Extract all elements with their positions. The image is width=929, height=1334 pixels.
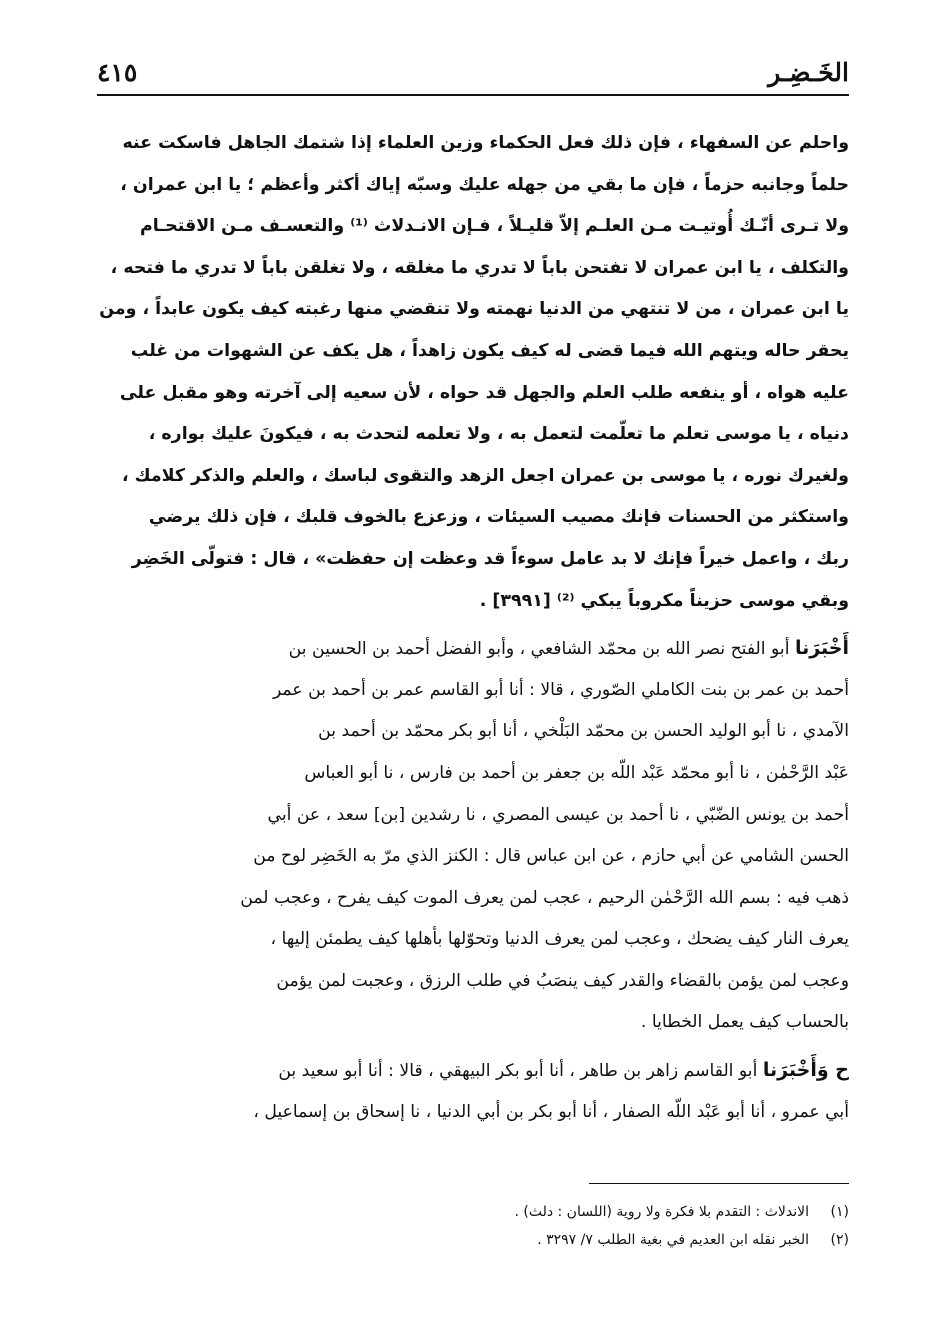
footnote-number: (٢): [830, 1232, 849, 1248]
line-text: أبو القاسم زاهر بن طاهر ، أنا أبو بكر البيهقي ، قالا : أنا أبو سعيد بن: [278, 1061, 763, 1082]
isnad-keyword: ح وَأَخْبَرَنا: [762, 1059, 849, 1082]
text-line: ولغيرك نوره ، يا موسى بن عمران اجعل الزهد والتقوى لباسك ، والعلم والذكر كلامك ،: [122, 465, 849, 486]
main-text: [97, 123, 849, 1133]
paragraph-1: [97, 123, 849, 622]
text-line: ولا تـرى أنّـك أُوتيـت مـن العلـم إلاّ قليـلاً ، فـإن الانـدلاث ⁽¹⁾ والتعسـف مـن الاقتحـام: [139, 216, 849, 237]
text-line: يا ابن عمران ، من لا تنتهي من الدنيا نهمته ولا تنقضي منها رغبته كيف يكون عابداً ، ومن: [99, 299, 849, 320]
text-line: عليه هواه ، أو ينفعه طلب العلم والجهل قد حواه ، لأن سعيه إلى آخرته وهو مقبل على: [119, 382, 849, 403]
text-line: وبقي موسى حزيناً مكروباً يبكي ⁽²⁾ [٣٩٩١] .: [479, 590, 849, 611]
footnote-text: الاندلاث : التقدم بلا فكرة ولا روية (اللسان : دلث) .: [514, 1204, 809, 1220]
text-line: الحسن الشامي عن أبي حازم ، عن ابن عباس قال : الكنز الذي مرّ به الخَضِر لوح من: [253, 846, 849, 867]
line-text: أبو الفتح نصر الله بن محمّد الشافعي ، وأبو الفضل أحمد بن الحسين بن: [288, 639, 795, 660]
paragraph-2: [97, 628, 849, 1044]
footnote-divider: [589, 1183, 849, 1184]
page-number: ٤١٥: [97, 58, 138, 87]
text-line: أبي عمرو ، أنا أبو عَبْد اللّه الصفار ، أنا أبو بكر بن أبي الدنيا ، نا إسحاق بن إسماعيل ،: [253, 1101, 849, 1122]
text-line: [97, 628, 849, 670]
footnotes: [97, 1198, 849, 1254]
text-line: الآمدي ، نا أبو الوليد الحسن بن محمّد البَلْخي ، أنا أبو بكر محمّد بن أحمد بن: [318, 721, 849, 742]
text-line: واحلم عن السفهاء ، فإن ذلك فعل الحكماء وزين العلماء إذا شتمك الجاهل فاسكت عنه: [122, 133, 849, 153]
text-line: عَبْد الرَّحْمٰن ، نا أبو محمّد عَبْد اللّه بن جعفر بن أحمد بن فارس ، نا أبو العباس: [304, 762, 849, 783]
footnote-2: [97, 1226, 849, 1254]
footnote-text: الخبر نقله ابن العديم في بغية الطلب ٧/ ٣٢٩٧ .: [537, 1232, 809, 1248]
text-line: [97, 1050, 849, 1092]
text-line: دنياه ، يا موسى تعلم ما تعلّمت لتعمل به ، ولا تعلمه لتحدث به ، فيكونَ عليك بواره ،: [148, 424, 849, 445]
text-line: أحمد بن عمر بن بنت الكاملي الصّوري ، قالا : أنا أبو القاسم عمر بن أحمد بن عمر: [272, 679, 849, 700]
text-line: بالحساب كيف يعمل الخطايا .: [640, 1012, 849, 1033]
page-header: [97, 52, 849, 96]
text-line: واستكثر من الحسنات فإنك مصيب السيئات ، وزعزع بالخوف قلبك ، فإن ذلك يرضي: [148, 507, 849, 528]
text-line: والتكلف ، يا ابن عمران لا تفتحن باباً لا تدري ما مغلقه ، ولا تغلقن باباً لا تدري ما فتحه ،: [110, 257, 849, 278]
paragraph-3: [97, 1050, 849, 1133]
footnote-number: (١): [830, 1204, 849, 1220]
text-line: حلماً وجانبه حزماً ، فإن ما بقي من جهله عليك وسبّه إياك أكثر وأعظم ؛ يا ابن عمران ،: [120, 174, 849, 195]
text-line: ذهب فيه : بسم الله الرَّحْمٰن الرحيم ، عجب لمن يعرف الموت كيف يفرح ، وعجب لمن: [240, 887, 849, 908]
text-line: وعجب لمن يؤمن بالقضاء والقدر كيف ينصَبُ في طلب الرزق ، وعجبت لمن يؤمن: [276, 970, 849, 991]
footnote-1: [97, 1198, 849, 1226]
isnad-keyword: أَخْبَرَنا: [794, 637, 849, 660]
text-line: ربك ، واعمل خيراً فإنك لا بد عامل سوءاً قد وعظت إن حفظت» ، قال : فتولّى الخَضِر: [131, 548, 849, 569]
text-line: يحقر حاله ويتهم الله فيما قضى له كيف يكون زاهداً ، هل يكف عن الشهوات من غلب: [130, 340, 849, 361]
text-line: يعرف النار كيف يضحك ، وعجب لمن يعرف الدنيا وتحوّلها بأهلها كيف يطمئن إليها ،: [270, 929, 849, 950]
running-title: الخَـضِـر: [768, 58, 849, 87]
text-line: أحمد بن يونس الضّبّي ، نا أحمد بن عيسى المصري ، نا رشدين [بن] سعد ، عن أبي: [267, 804, 849, 825]
